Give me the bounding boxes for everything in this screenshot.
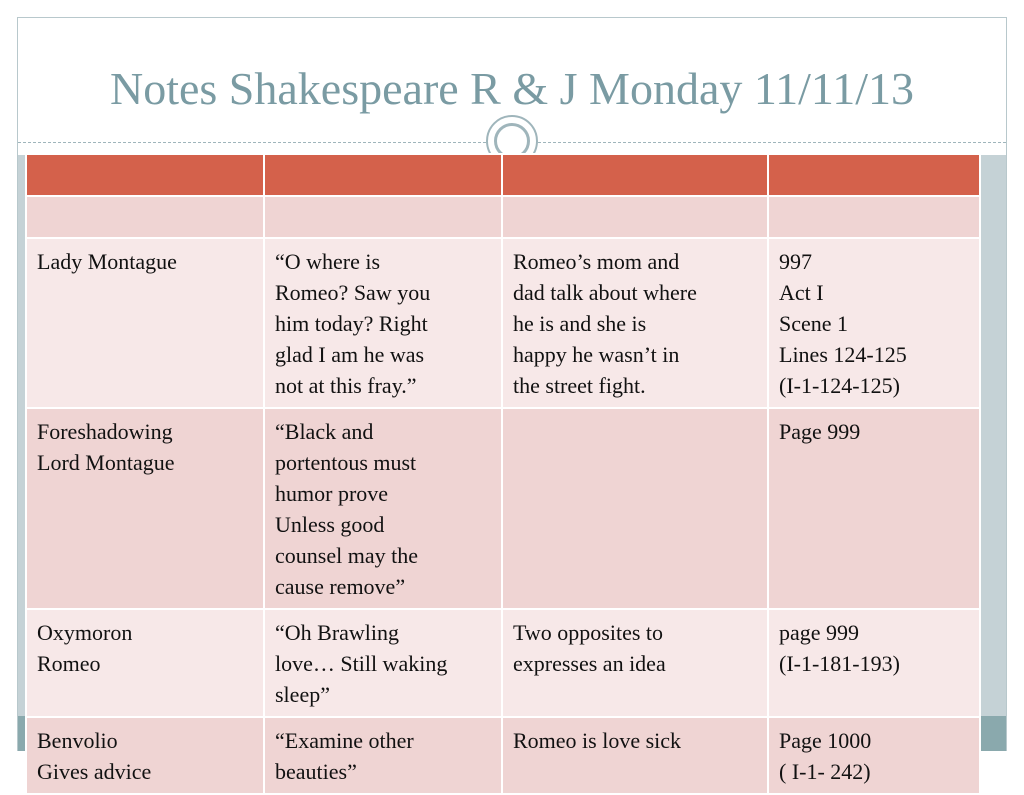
table-cell-3: [502, 408, 768, 609]
cell-text-line: cause remove”: [275, 574, 406, 599]
cell-text-line: dad talk about where: [513, 280, 697, 305]
table-cell-2: [264, 609, 502, 717]
cell-text-line: happy he wasn’t in: [513, 342, 680, 367]
table-row: [26, 717, 980, 794]
notes-table: [25, 153, 981, 795]
subheader-cell: [26, 196, 264, 238]
subheader-cell: [502, 196, 768, 238]
slide-title: Notes Shakespeare R & J Monday 11/11/13: [109, 63, 915, 114]
cell-text-line: glad I am he was: [275, 342, 425, 367]
cell-text-line: Romeo’s mom and: [513, 249, 680, 274]
table-cell-1: [26, 408, 264, 609]
cell-text-line: not at this fray.”: [275, 373, 417, 398]
cell-text-line: the street fight.: [513, 373, 646, 398]
subheader-cell: [768, 196, 980, 238]
cell-text-line: humor prove: [275, 481, 389, 506]
cell-text-line: “Examine other: [275, 728, 414, 753]
cell-text-line: Foreshadowing: [37, 419, 173, 444]
cell-text-line: Romeo? Saw you: [275, 280, 431, 305]
table-cell-1: [26, 238, 264, 408]
cell-text-line: Act I: [779, 280, 824, 305]
cell-text-line: Unless good: [275, 512, 385, 537]
header-cell: [768, 154, 980, 196]
cell-text-line: Page 999: [779, 419, 861, 444]
header-cell: [26, 154, 264, 196]
table-cell-3: [502, 609, 768, 717]
cell-text-line: ( I-1- 242): [779, 759, 871, 784]
cell-text-line: page 999: [779, 620, 860, 645]
side-band-right: [978, 155, 1006, 751]
cell-text-line: “Black and: [275, 419, 374, 444]
cell-text-line: expresses an idea: [513, 651, 666, 676]
cell-text-line: sleep”: [275, 682, 330, 707]
cell-text-line: portentous must: [275, 450, 417, 475]
table-subheader-row: [26, 196, 980, 238]
table-cell-1: [26, 609, 264, 717]
table-cell-2: [264, 408, 502, 609]
cell-text-line: Scene 1: [779, 311, 849, 336]
cell-text-line: Two opposites to: [513, 620, 664, 645]
cell-text-line: Romeo: [37, 651, 101, 676]
cell-text-line: Gives advice: [37, 759, 152, 784]
cell-text-line: Romeo is love sick: [513, 728, 682, 753]
cell-text-line: Lady Montague: [37, 249, 177, 274]
cell-text-line: (I-1-181-193): [779, 651, 900, 676]
table-cell-4: [768, 238, 980, 408]
table-cell-3: [502, 717, 768, 794]
header-cell: [502, 154, 768, 196]
cell-text-line: (I-1-124-125): [779, 373, 900, 398]
table-cell-2: [264, 238, 502, 408]
table-header-row: [26, 154, 980, 196]
table-row: [26, 408, 980, 609]
table-cell-3: [502, 238, 768, 408]
cell-text-line: him today? Right: [275, 311, 428, 336]
cell-text-line: 997: [779, 249, 812, 274]
table-cell-4: [768, 408, 980, 609]
cell-text-line: beauties”: [275, 759, 357, 784]
subheader-cell: [264, 196, 502, 238]
table-cell-4: [768, 609, 980, 717]
cell-text-line: love… Still waking: [275, 651, 448, 676]
table-cell-4: [768, 717, 980, 794]
cell-text-line: Page 1000: [779, 728, 872, 753]
table-cell-1: [26, 717, 264, 794]
cell-text-line: Lines 124-125: [779, 342, 907, 367]
cell-text-line: Benvolio: [37, 728, 118, 753]
cell-text-line: “O where is: [275, 249, 381, 274]
cell-text-line: he is and she is: [513, 311, 647, 336]
cell-text-line: “Oh Brawling: [275, 620, 400, 645]
cell-text-line: Lord Montague: [37, 450, 175, 475]
cell-text-line: counsel may the: [275, 543, 418, 568]
cell-text-line: Oxymoron: [37, 620, 133, 645]
table-row: [26, 609, 980, 717]
table-cell-2: [264, 717, 502, 794]
table-row: [26, 238, 980, 408]
header-cell: [264, 154, 502, 196]
